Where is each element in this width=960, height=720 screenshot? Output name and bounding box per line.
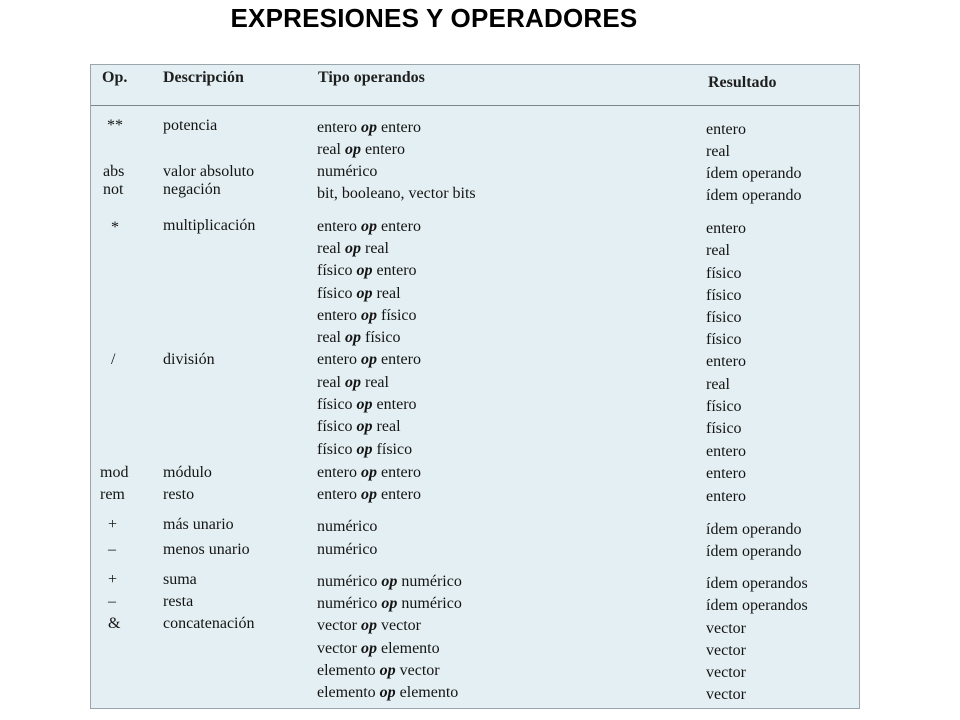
operator-symbol: –: [108, 541, 116, 558]
operand-right: elemento: [399, 684, 459, 701]
header-divider: [91, 105, 859, 106]
operand-type: [317, 418, 401, 436]
operand-right: físico: [376, 441, 413, 458]
operand-type: [317, 351, 421, 369]
result-type: ídem operandos: [706, 575, 808, 592]
operand-left: elemento: [317, 662, 376, 679]
op-keyword: op: [360, 464, 377, 481]
operator-symbol: **: [107, 117, 123, 134]
operator-symbol: /: [111, 351, 116, 368]
result-type: físico: [706, 287, 742, 304]
operator-description: concatenación: [163, 615, 255, 632]
operand-right: entero: [380, 486, 421, 503]
operand-left: real: [317, 374, 341, 391]
result-type: entero: [706, 465, 746, 482]
op-keyword: op: [379, 684, 396, 701]
operator-description: suma: [163, 571, 197, 588]
operand-right: entero: [380, 119, 421, 136]
operand-type: [317, 662, 440, 680]
header-description: Descripción: [163, 69, 244, 86]
op-keyword: op: [360, 119, 377, 136]
operators-table: [90, 64, 860, 709]
operand-right: numérico: [401, 595, 462, 612]
operator-description: resto: [163, 486, 195, 503]
op-keyword: op: [360, 486, 377, 503]
op-keyword: op: [344, 374, 361, 391]
operand-type: [317, 374, 389, 392]
result-type: ídem operando: [706, 521, 802, 538]
operand-right: físico: [364, 329, 401, 346]
op-keyword: op: [356, 262, 373, 279]
operator-description: negación: [163, 181, 221, 198]
result-type: real: [706, 143, 730, 160]
operator-symbol: &: [108, 615, 121, 632]
operand-left: elemento: [317, 684, 376, 701]
operand-left: físico: [317, 396, 353, 413]
operand-right: entero: [364, 141, 405, 158]
result-type: vector: [706, 686, 746, 703]
operand-left: numérico: [317, 573, 378, 590]
operand-type: [317, 617, 421, 635]
result-type: entero: [706, 488, 746, 505]
operator-description: resta: [163, 593, 194, 610]
op-keyword: op: [360, 640, 377, 657]
operand-left: entero: [317, 218, 357, 235]
operand-left: entero: [317, 307, 357, 324]
result-type: físico: [706, 398, 742, 415]
result-type: entero: [706, 121, 746, 138]
operand-right: entero: [380, 218, 421, 235]
operand-left: real: [317, 329, 341, 346]
op-keyword: op: [344, 240, 361, 257]
op-keyword: op: [356, 441, 373, 458]
operand-type: [317, 441, 412, 459]
operator-description: multiplicación: [163, 217, 256, 234]
result-type: vector: [706, 642, 746, 659]
operand-left: numérico: [317, 163, 378, 180]
operand-type: [317, 141, 405, 159]
result-type: ídem operandos: [706, 597, 808, 614]
operand-right: entero: [376, 396, 417, 413]
result-type: ídem operando: [706, 187, 802, 204]
result-type: ídem operando: [706, 165, 802, 182]
result-type: ídem operando: [706, 543, 802, 560]
operator-description: división: [163, 351, 215, 368]
operator-description: módulo: [163, 464, 212, 481]
op-keyword: op: [360, 617, 377, 634]
result-type: entero: [706, 220, 746, 237]
header-op: Op.: [102, 69, 128, 86]
operand-type: [317, 573, 462, 591]
operand-right: entero: [380, 351, 421, 368]
operand-left: numérico: [317, 518, 378, 535]
operand-type: [317, 486, 421, 504]
operand-left: físico: [317, 441, 353, 458]
operand-left: real: [317, 141, 341, 158]
op-keyword: op: [379, 662, 396, 679]
op-keyword: op: [360, 218, 377, 235]
operator-symbol: mod: [100, 464, 129, 481]
header-result: Resultado: [708, 74, 777, 91]
slide-title: EXPRESIONES Y OPERADORES: [230, 3, 638, 33]
operand-type: [317, 218, 421, 236]
operand-type: [317, 119, 421, 137]
operand-right: entero: [376, 262, 417, 279]
operator-description: menos unario: [163, 541, 250, 558]
operand-type: [317, 518, 377, 536]
result-type: entero: [706, 443, 746, 460]
operand-type: [317, 396, 417, 414]
operand-left: vector: [317, 617, 357, 634]
operand-right: entero: [380, 464, 421, 481]
operand-left: físico: [317, 262, 353, 279]
operand-type: [317, 185, 476, 203]
operand-type: [317, 684, 458, 702]
op-keyword: op: [356, 418, 373, 435]
operand-left: bit, booleano, vector bits: [317, 185, 476, 202]
op-keyword: op: [360, 307, 377, 324]
operand-left: real: [317, 240, 341, 257]
operand-type: [317, 262, 417, 280]
operand-left: entero: [317, 351, 357, 368]
result-type: físico: [706, 309, 742, 326]
op-keyword: op: [344, 329, 361, 346]
result-type: real: [706, 242, 730, 259]
result-type: real: [706, 376, 730, 393]
operator-description: más unario: [163, 516, 234, 533]
operand-type: [317, 285, 401, 303]
operand-type: [317, 240, 389, 258]
operand-left: entero: [317, 464, 357, 481]
operand-left: entero: [317, 119, 357, 136]
operand-right: real: [364, 240, 389, 257]
operand-type: [317, 541, 377, 559]
operator-symbol: *: [111, 219, 119, 236]
operand-type: [317, 640, 440, 658]
operand-left: numérico: [317, 595, 378, 612]
result-type: entero: [706, 353, 746, 370]
operator-symbol: +: [108, 516, 118, 533]
op-keyword: op: [356, 396, 373, 413]
operand-right: vector: [399, 662, 440, 679]
operator-description: potencia: [163, 117, 218, 134]
operand-right: elemento: [380, 640, 440, 657]
op-keyword: op: [356, 285, 373, 302]
operand-right: vector: [380, 617, 421, 634]
result-type: vector: [706, 664, 746, 681]
result-type: físico: [706, 420, 742, 437]
result-type: físico: [706, 265, 742, 282]
operand-type: [317, 464, 421, 482]
operand-left: vector: [317, 640, 357, 657]
operand-type: [317, 307, 417, 325]
operator-symbol: –: [108, 593, 116, 610]
operator-symbol: abs: [103, 163, 125, 180]
operand-left: físico: [317, 418, 353, 435]
result-type: físico: [706, 331, 742, 348]
operand-type: [317, 329, 401, 347]
operand-left: físico: [317, 285, 353, 302]
operator-symbol: +: [108, 571, 118, 588]
operand-right: real: [376, 418, 401, 435]
operand-right: numérico: [401, 573, 462, 590]
operator-symbol: rem: [100, 486, 125, 503]
operand-left: numérico: [317, 541, 378, 558]
operand-type: [317, 163, 377, 181]
operand-right: real: [364, 374, 389, 391]
op-keyword: op: [360, 351, 377, 368]
op-keyword: op: [381, 573, 398, 590]
op-keyword: op: [381, 595, 398, 612]
operand-left: entero: [317, 486, 357, 503]
result-type: vector: [706, 620, 746, 637]
operator-description: valor absoluto: [163, 163, 255, 180]
op-keyword: op: [344, 141, 361, 158]
operand-type: [317, 595, 462, 613]
operand-right: real: [376, 285, 401, 302]
header-operand-types: Tipo operandos: [318, 69, 425, 86]
operand-right: físico: [380, 307, 417, 324]
operator-symbol: not: [103, 181, 124, 198]
